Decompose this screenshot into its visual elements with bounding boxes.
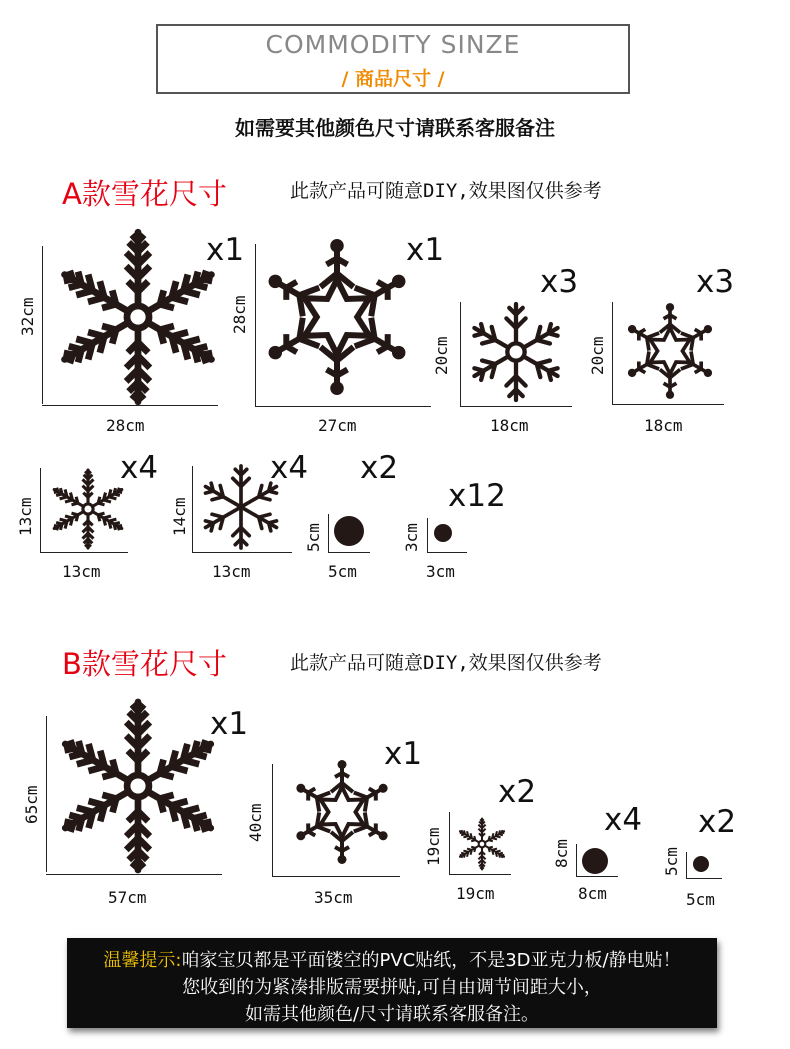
notice-line-3: 如需其他颜色/尺寸请联系客服备注。 [244,1004,540,1025]
fern-snowflake-icon [60,232,216,402]
item-count: x1 [406,232,445,268]
item-width: 3cm [426,562,455,581]
header-title-en: COMMODITY SINZE [265,30,521,59]
notice-box [67,938,717,1028]
item-height: 20cm [588,336,607,375]
notice-label: 温馨提示: [103,950,182,971]
item-width: 13cm [62,562,101,581]
section-b-title: B款雪花尺寸 [62,647,227,681]
item-width: 27cm [318,416,357,435]
item-width: 8cm [578,884,607,903]
dot-icon [582,848,608,874]
fern-snowflake-icon [48,470,128,548]
item-count: x4 [120,450,159,486]
item-width: 5cm [686,890,715,909]
header-box [156,24,630,94]
item-width: 18cm [490,416,529,435]
item-count: x3 [696,264,735,300]
item-width: 13cm [212,562,251,581]
item-height: 3cm [402,523,421,552]
item-count: x2 [698,804,737,840]
notice-line-1: 温馨提示:咱家宝贝都是平面镂空的PVC贴纸，不是3D亚克力板/静电贴！ [103,950,681,971]
branch-snowflake-icon [466,304,566,400]
item-count: x2 [360,450,399,486]
item-height: 20cm [432,336,451,375]
item-height: 28cm [230,295,249,334]
section-b-note: 此款产品可随意DIY,效果图仅供参考 [290,652,602,674]
dot-icon [693,856,709,872]
section-a-title: A款雪花尺寸 [62,177,227,211]
notice-line-2: 您收到的为紧凑排版需要拼贴,可自由调节间距大小， [182,977,602,998]
fern-snowflake-icon [60,702,216,870]
item-width: 19cm [456,884,495,903]
item-height: 5cm [304,523,323,552]
item-count: x2 [498,774,537,810]
dot-icon [334,516,364,546]
item-width: 35cm [314,888,353,907]
item-width: 5cm [328,562,357,581]
item-count: x1 [384,736,423,772]
item-height: 32cm [18,297,37,336]
item-count: x4 [270,450,309,486]
item-count: x12 [448,478,506,514]
item-height: 8cm [552,839,571,868]
item-width: 18cm [644,416,683,435]
item-width: 57cm [108,888,147,907]
fern-snowflake-icon [456,818,508,870]
item-height: 65cm [22,785,41,824]
star-snowflake-icon [620,304,720,398]
star-snowflake-icon [262,240,412,394]
item-height: 40cm [246,803,265,842]
item-count: x4 [604,802,643,838]
item-height: 14cm [170,497,189,536]
header-title-zh: / 商品尺寸 / [341,68,445,90]
item-height: 5cm [662,847,681,876]
subtitle: 如需要其他颜色尺寸请联系客服备注 [235,116,555,140]
dot-icon [434,524,452,542]
star-snowflake-icon [292,760,392,864]
item-height: 13cm [16,497,35,536]
item-height: 19cm [424,827,443,866]
item-count: x3 [540,264,579,300]
section-a-note: 此款产品可随意DIY,效果图仅供参考 [290,180,602,202]
item-count: x1 [206,232,245,268]
item-count: x1 [210,706,249,742]
item-width: 28cm [106,416,145,435]
